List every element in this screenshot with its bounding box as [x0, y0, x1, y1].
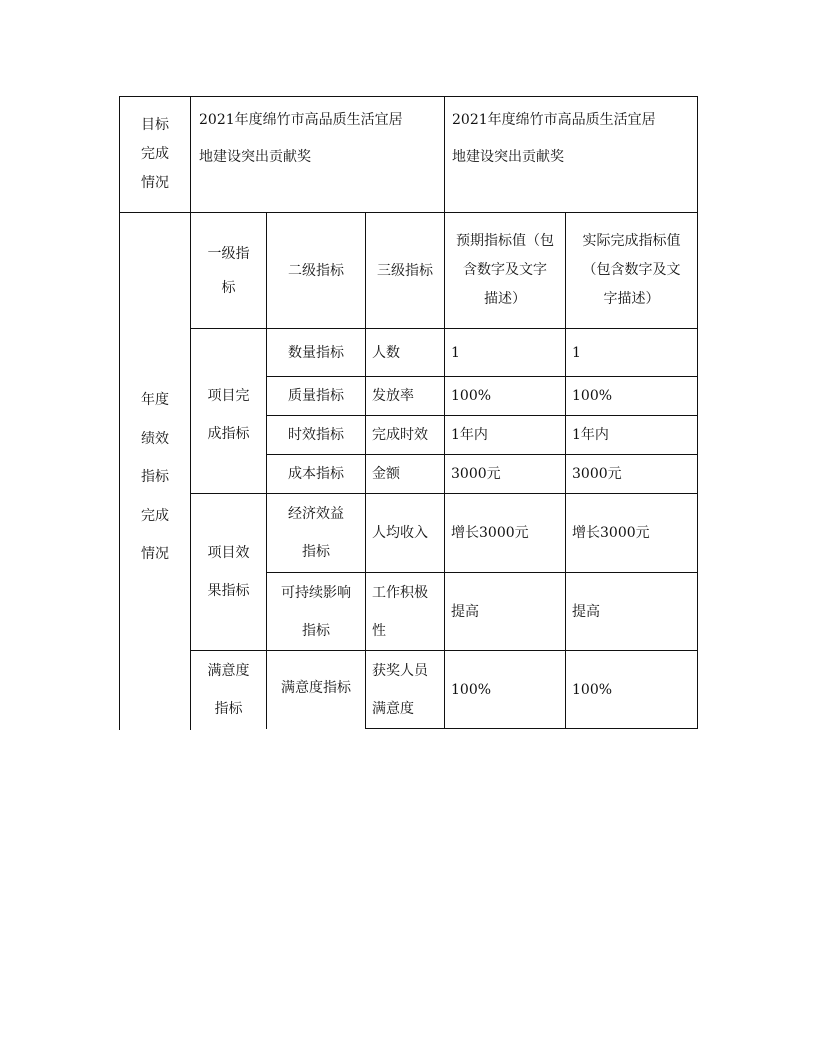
- cell-text: 成本指标: [288, 466, 344, 482]
- goal-actual-line: 2021年度绵竹市高品质生活宜居: [452, 112, 656, 128]
- cell-text: 1年内: [451, 427, 488, 443]
- table-cell-level3: [366, 329, 444, 376]
- cell-text: 时效指标: [288, 427, 344, 443]
- cell-text: 1: [451, 344, 460, 361]
- cell-text: 金额: [372, 466, 400, 482]
- cell-text: 增长3000元: [451, 525, 529, 541]
- cell-text: 提高: [572, 603, 600, 620]
- header-level1-line: 标: [221, 279, 236, 296]
- cell-text: 数量指标: [288, 344, 344, 361]
- performance-label-line: 完成: [141, 507, 169, 524]
- cell-text: 100%: [572, 681, 613, 698]
- group-effect-label: [191, 494, 266, 650]
- cell-text-line: 性: [372, 623, 386, 639]
- goal-planned-line: 2021年度绵竹市高品质生活宜居: [199, 112, 403, 128]
- group-label-line: 果指标: [207, 583, 250, 599]
- cell-text: 增长3000元: [572, 525, 650, 541]
- goal-actual: [452, 102, 696, 176]
- cell-text: 人均收入: [372, 525, 428, 541]
- table-cell-level3: [366, 651, 444, 728]
- group-label-line: 项目完: [207, 388, 250, 404]
- table-cell-expected: [445, 455, 565, 493]
- table-cell-actual: [566, 329, 697, 376]
- cell-text: 质量指标: [288, 388, 344, 404]
- header-actual: [566, 213, 697, 328]
- group-label-line: 指标: [214, 701, 243, 717]
- header-expected-line: 预期指标值（包: [456, 233, 554, 249]
- performance-label-line: 指标: [141, 469, 169, 485]
- table-cell-expected: [445, 377, 565, 415]
- cell-text-line: 可持续影响: [281, 584, 351, 601]
- table-cell-level2: [267, 377, 365, 415]
- header-actual-line: 实际完成指标值: [582, 233, 681, 249]
- header-level3: [366, 213, 444, 328]
- performance-label-line: 情况: [141, 546, 169, 562]
- header-level3-text: 三级指标: [377, 262, 433, 279]
- performance-label-line: 年度: [141, 392, 169, 408]
- table-cell-level2: [267, 494, 365, 572]
- cell-text-line: 满意度: [372, 701, 414, 717]
- cell-text: 3000元: [572, 466, 622, 482]
- table-cell-expected: [445, 329, 565, 376]
- performance-label-line: 绩效: [141, 430, 169, 447]
- goal-label-line: 完成: [141, 146, 169, 162]
- table-cell-expected: [445, 416, 565, 454]
- header-actual-line: （包含数字及文: [582, 262, 681, 278]
- header-level2: [267, 213, 365, 328]
- table-cell-actual: [566, 377, 697, 415]
- goal-label: [120, 97, 190, 212]
- header-actual-line: 字描述）: [603, 291, 660, 307]
- header-expected: [445, 213, 565, 328]
- table-cell-level2: [267, 416, 365, 454]
- group-satisfaction-label: [191, 651, 266, 729]
- table-cell-expected: [445, 573, 565, 650]
- table-cell-actual: [566, 573, 697, 650]
- cell-text: 1: [572, 344, 581, 361]
- cell-text-line: 获奖人员: [372, 663, 428, 679]
- goal-label-line: 目标: [141, 117, 169, 133]
- cell-text: 3000元: [451, 466, 501, 482]
- table-cell-level2: [267, 677, 365, 699]
- table-cell-actual: [566, 651, 697, 728]
- cell-text: 发放率: [372, 388, 414, 404]
- performance-label: [120, 381, 190, 574]
- cell-text: 100%: [451, 388, 492, 404]
- table-cell-level3: [366, 573, 444, 650]
- table-cell-level2: [267, 573, 365, 650]
- header-level1-line: 一级指: [207, 245, 250, 262]
- table-cell-actual: [566, 494, 697, 572]
- table-cell-level2: [267, 455, 365, 493]
- group-label-line: 满意度: [207, 663, 250, 679]
- table-cell-level3: [366, 377, 444, 415]
- table-cell-level2: [267, 329, 365, 376]
- table-cell-level3: [366, 494, 444, 572]
- goal-actual-line: 地建设突出贡献奖: [452, 149, 564, 165]
- table-rule: [444, 96, 445, 212]
- goal-planned-line: 地建设突出贡献奖: [199, 149, 311, 165]
- cell-text: 1年内: [572, 427, 609, 443]
- table-cell-expected: [445, 651, 565, 728]
- table-cell-level3: [366, 416, 444, 454]
- cell-text-line: 指标: [302, 622, 330, 639]
- cell-text: 完成时效: [372, 427, 428, 443]
- group-completion-label: [191, 376, 266, 454]
- cell-text-line: 指标: [302, 544, 330, 560]
- cell-text-line: 经济效益: [288, 506, 344, 522]
- group-label-line: 项目效: [207, 545, 250, 561]
- cell-text: 人数: [372, 344, 400, 361]
- header-expected-line: 含数字及文字: [463, 262, 547, 278]
- cell-text: 满意度指标: [281, 680, 351, 696]
- cell-text: 100%: [451, 681, 492, 698]
- goal-planned: [199, 102, 443, 176]
- table-border-top: [119, 96, 697, 97]
- header-expected-line: 描述）: [484, 291, 526, 307]
- table-cell-expected: [445, 494, 565, 572]
- goal-label-line: 情况: [141, 175, 169, 191]
- header-level2-text: 二级指标: [288, 262, 344, 279]
- table-rule: [365, 728, 697, 729]
- cell-text-line: 工作积极: [372, 585, 428, 601]
- table-border-right: [697, 96, 698, 729]
- table-cell-actual: [566, 416, 697, 454]
- table-cell-level3: [366, 455, 444, 493]
- cell-text: 100%: [572, 388, 613, 404]
- cell-text: 提高: [451, 603, 479, 620]
- table-cell-actual: [566, 455, 697, 493]
- group-label-line: 成指标: [207, 426, 250, 442]
- header-level1: [191, 213, 266, 328]
